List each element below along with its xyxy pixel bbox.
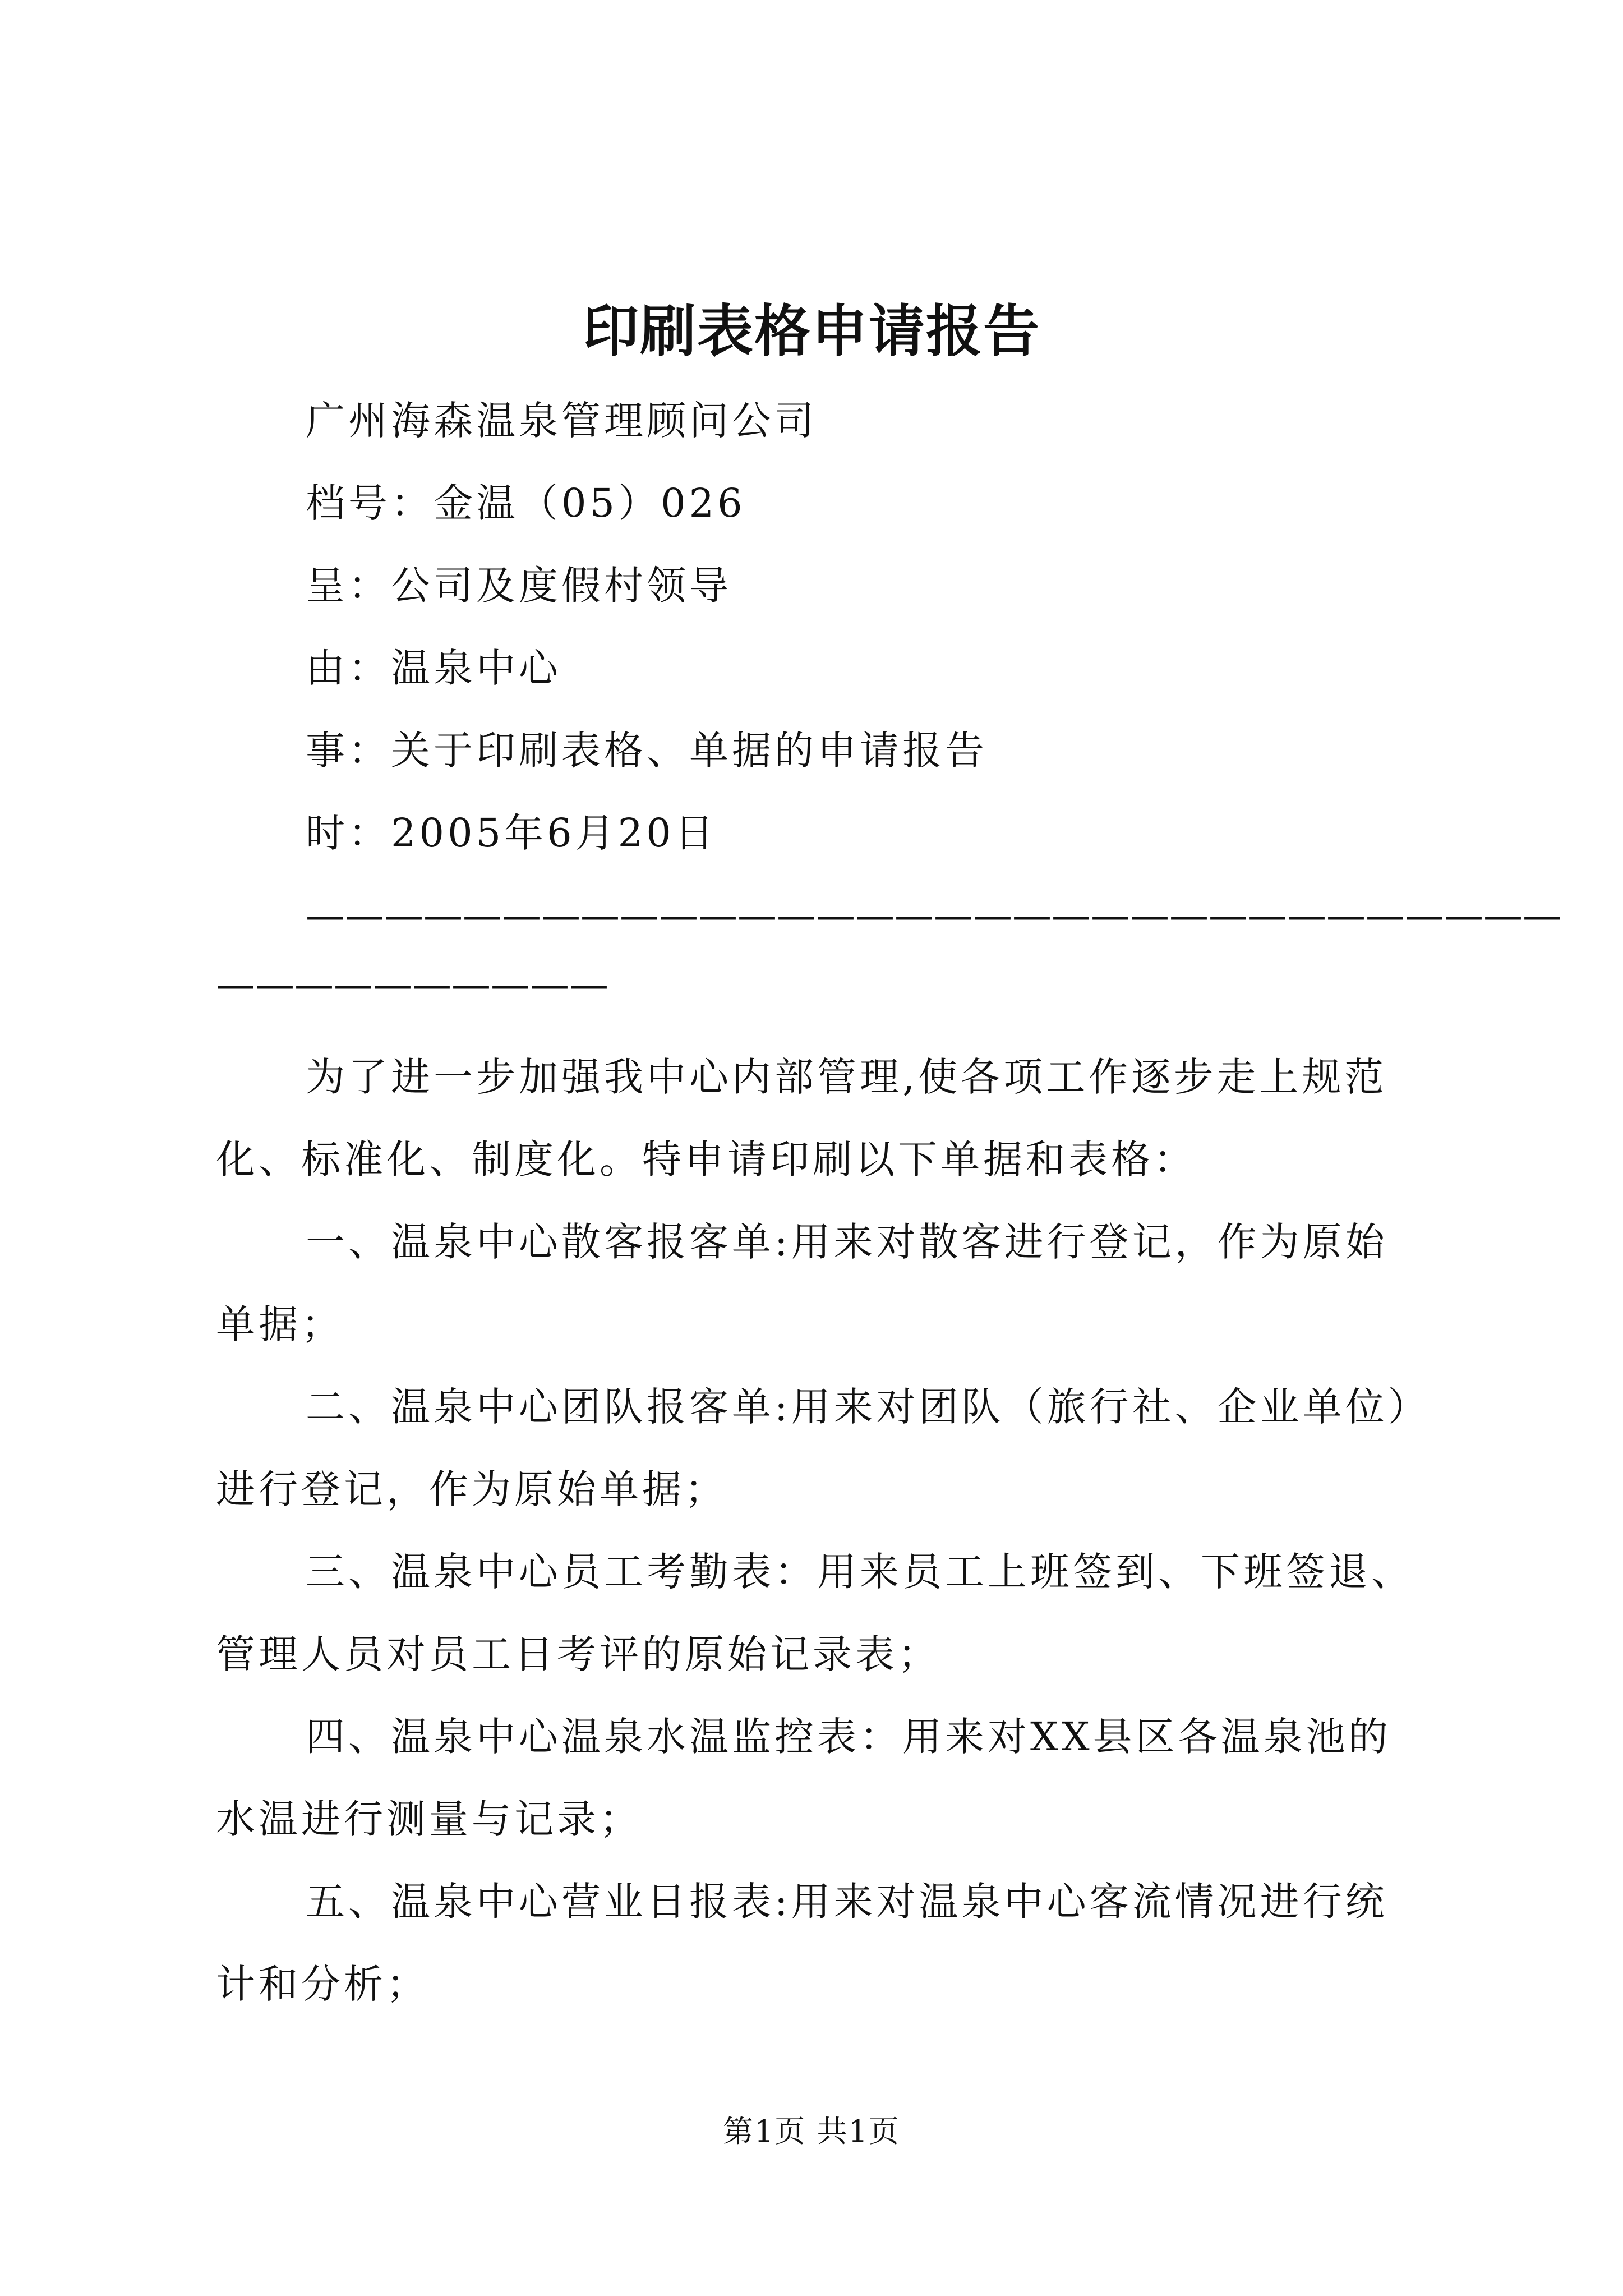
document-title: 印刷表格申请报告: [583, 298, 1040, 364]
page-footer: 第1页 共1页: [723, 2114, 900, 2149]
body-paragraph-line: 为了进一步加强我中心内部管理,使各项工作逐步走上规范: [306, 1054, 1387, 1100]
recipient-line: 呈：公司及度假村领导: [306, 563, 732, 609]
file-number: 档号：金温（05）026: [306, 480, 746, 526]
list-item-2: 二、温泉中心团队报客单:用来对团队（旅行社、企业单位）: [306, 1384, 1431, 1430]
list-item-2-continued: 进行登记，作为原始单据；: [216, 1466, 727, 1512]
sender-line: 由：温泉中心: [306, 645, 561, 691]
list-item-4: 四、温泉中心温泉水温监控表：用来对XX县区各温泉池的: [306, 1714, 1391, 1760]
subject-line: 事：关于印刷表格、单据的申请报告: [306, 728, 988, 774]
list-item-4-continued: 水温进行测量与记录；: [216, 1796, 642, 1842]
separator-line: ————————————————————————————————: [306, 892, 1562, 938]
list-item-5-continued: 计和分析；: [216, 1961, 429, 2007]
list-item-3-continued: 管理人员对员工日考评的原始记录表；: [216, 1631, 940, 1677]
company-name: 广州海森温泉管理顾问公司: [306, 398, 817, 444]
date-line: 时：2005年6月20日: [306, 810, 717, 856]
list-item-1: 一、温泉中心散客报客单:用来对散客进行登记，作为原始: [306, 1219, 1388, 1265]
body-paragraph-line: 化、标准化、制度化。特申请印刷以下单据和表格：: [216, 1137, 1196, 1182]
list-item-5: 五、温泉中心营业日报表:用来对温泉中心客流情况进行统: [306, 1879, 1388, 1925]
list-item-1-continued: 单据；: [216, 1301, 344, 1347]
list-item-3: 三、温泉中心员工考勤表：用来员工上班签到、下班签退、: [306, 1549, 1414, 1595]
separator-line-continued: ——————————: [216, 961, 608, 1007]
